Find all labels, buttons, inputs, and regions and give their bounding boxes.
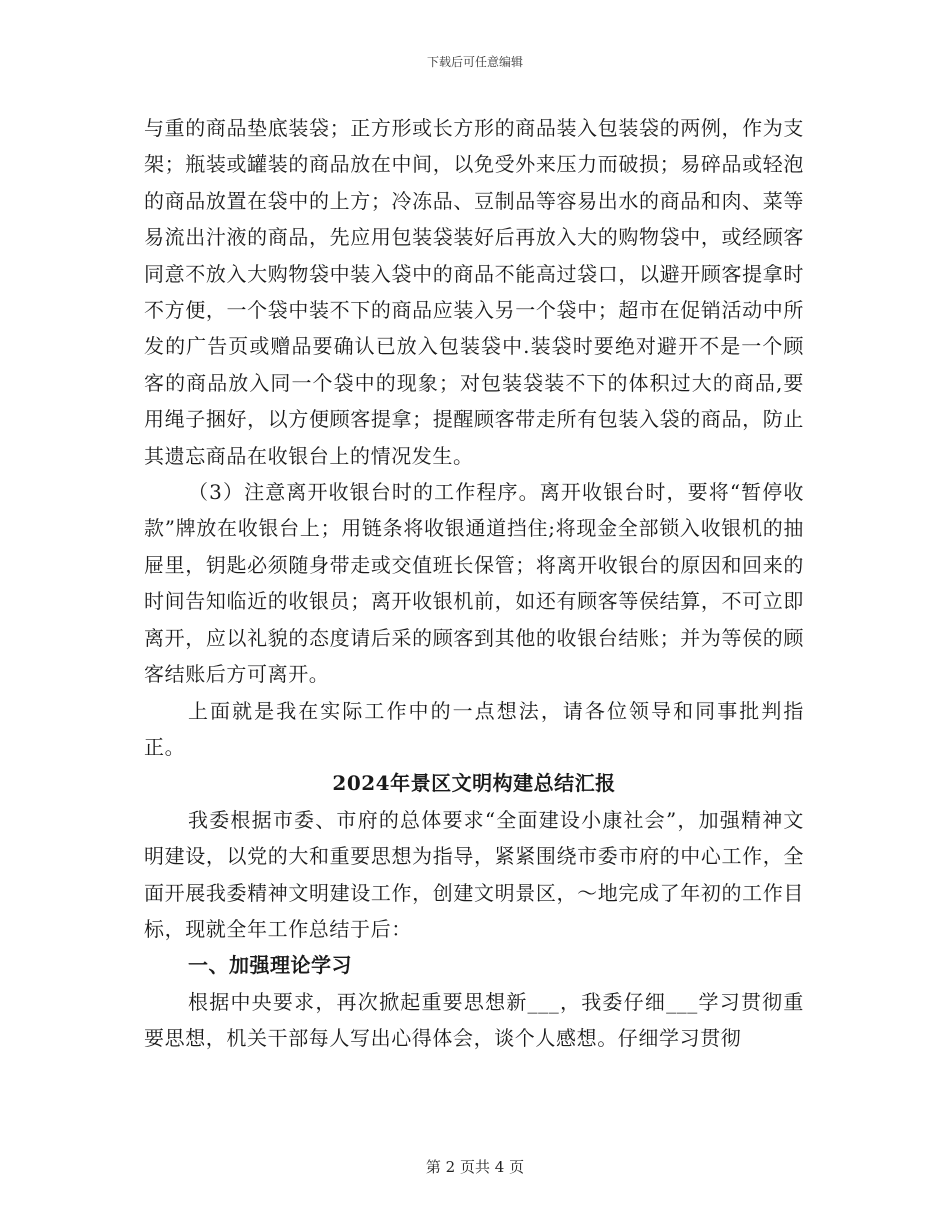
section-heading-theory-study: 一、加强理论学习	[188, 953, 352, 978]
paragraph-theory-study: 根据中央要求，再次掀起重要思想新___，我委仔细___学习贯彻重要思想，机关干部每人写出心得体会，谈个人感想。仔细学习贯彻	[144, 989, 804, 1051]
paragraph-report-intro: 我委根据市委、市府的总体要求“全面建设小康社会”，加强精神文明建设，以党的大和重要思想为指导，紧紧围绕市委市府的中心工作，全面开展我委精神文明建设工作，创建文明景区，～地完成了年初的工作目标，现就全年工作总结于后：	[144, 807, 804, 941]
page-header: 下载后可任意编辑	[426, 55, 523, 69]
paragraph-closing-remark: 上面就是我在实际工作中的一点想法，请各位领导和同事批判指正。	[144, 698, 804, 759]
document-body	[144, 110, 804, 1057]
page-footer: 第 2 页共 4 页	[425, 1158, 525, 1176]
report-title: 2024年景区文明构建总结汇报	[332, 771, 616, 796]
paragraph-leaving-register: （3）注意离开收银台时的工作程序。离开收银台时，要将“暂停收款”牌放在收银台上；用链条将收银通道挡住;将现金全部锁入收银机的抽屉里，钥匙必须随身带走或交值班长保管；将离开收银台的原因和回来的时间告知临近的收银员；离开收银机前，如还有顾客等侯结算，不可立即离开，应以礼貌的态度请后采的顾客到其他的收银台结账；并为等侯的顾客结账后方可离开。	[144, 480, 804, 687]
paragraph-bagging-rules: 与重的商品垫底装袋；正方形或长方形的商品装入包装袋的两例，作为支架；瓶装或罐装的商品放在中间，以免受外来压力而破损；易碎品或轻泡的商品放置在袋中的上方；冷冻品、豆制品等容易出水的商品和肉、菜等易流出汁液的商品，先应用包装袋装好后再放入大的购物袋中，或经顾客同意不放入大购物袋中装入袋中的商品不能高过袋口，以避开顾客提拿时不方便，一个袋中装不下的商品应装入另一个袋中；超市在促销活动中所发的广告页或赠品要确认已放入包装袋中.装袋时要绝对避开不是一个顾客的商品放入同一个袋中的现象；对包装袋装不下的体积过大的商品,要用绳子捆好，以方便顾客提拿；提醒顾客带走所有包装入袋的商品，防止其遗忘商品在收银台上的情况发生。	[144, 116, 804, 468]
